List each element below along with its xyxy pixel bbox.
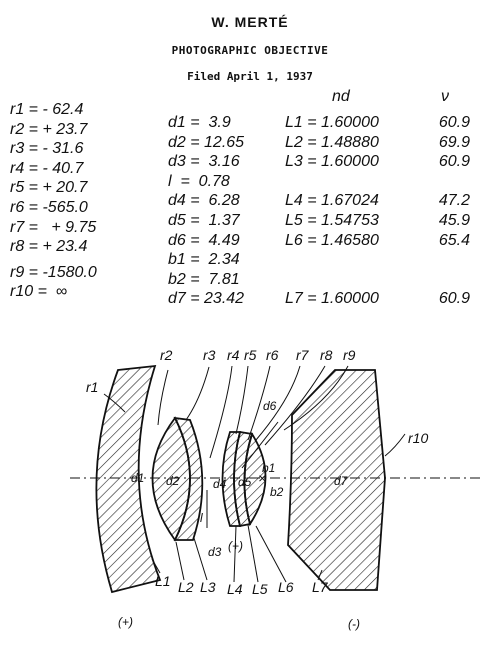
air-gap-label-1: l xyxy=(200,511,203,525)
surface-label-5: r5 xyxy=(244,347,257,363)
thickness-row-3: d3 = 3.16 xyxy=(168,153,240,171)
surface-label-2: r2 xyxy=(160,347,173,363)
thickness-row-8: b1 = 2.34 xyxy=(168,251,240,269)
lens-cross-section-diagram xyxy=(0,330,500,652)
lens-L1 xyxy=(96,366,160,592)
lens-label-3: L3 xyxy=(200,579,216,595)
glass-row-5: L4 = 1.67024 xyxy=(285,192,379,210)
thickness-row-7: d6 = 4.49 xyxy=(168,231,240,249)
radius-row-4: r4 = - 40.7 xyxy=(10,159,84,177)
abbe-column xyxy=(430,113,470,309)
surface-label-4: r4 xyxy=(227,347,240,363)
thickness-row-4: l = 0.78 xyxy=(168,172,230,190)
document-title: PHOTOGRAPHIC OBJECTIVE xyxy=(171,44,329,57)
power-sign-label-2: (+) xyxy=(228,539,243,553)
power-sign-label-1: (+) xyxy=(118,615,133,629)
radius-row-3: r3 = - 31.6 xyxy=(10,140,84,158)
surface-label-10: r10 xyxy=(408,430,429,446)
lens-label-2: L2 xyxy=(178,579,194,595)
abbe-row-6: 45.9 xyxy=(438,211,470,229)
abbe-row-4 xyxy=(430,172,470,192)
abbe-row-5: 47.2 xyxy=(438,192,470,210)
surface-label-6: r6 xyxy=(266,347,279,363)
surface-label-1: r1 xyxy=(86,379,99,395)
thickness-label-5: d5 xyxy=(238,475,252,489)
thickness-column xyxy=(168,113,244,309)
filing-date: Filed April 1, 1937 xyxy=(187,70,313,83)
power-sign-label-3: (-) xyxy=(348,617,360,631)
glass-row-1: L1 = 1.60000 xyxy=(285,114,379,131)
glass-row-9 xyxy=(285,270,379,290)
radius-row-9: r9 = -1580.0 xyxy=(10,263,97,281)
radius-row-2: r2 = + 23.7 xyxy=(10,120,88,138)
lens-label-5: L5 xyxy=(252,581,268,597)
glass-row-10: L7 = 1.60000 xyxy=(285,290,379,308)
glass-row-8 xyxy=(285,250,379,270)
radius-row-5: r5 = + 20.7 xyxy=(10,179,88,197)
abbe-row-8 xyxy=(430,250,470,270)
abbe-row-2: 69.9 xyxy=(438,133,470,151)
abbe-row-9 xyxy=(430,270,470,290)
glass-index-column xyxy=(285,113,379,309)
thickness-label-7: d7 xyxy=(334,474,348,488)
lens-label-1: L1 xyxy=(155,573,171,589)
lens-label-7: L7 xyxy=(312,579,328,595)
lens-label-6: L6 xyxy=(278,579,294,595)
thickness-row-6: d5 = 1.37 xyxy=(168,211,240,229)
radius-row-10: r10 = ∞ xyxy=(10,283,68,301)
surface-label-3: r3 xyxy=(203,347,216,363)
thickness-row-1: d1 = 3.9 xyxy=(168,114,231,131)
abbe-row-3: 60.9 xyxy=(438,153,470,171)
refractive-index-header: nd xyxy=(332,88,350,105)
radius-row-1: r1 = - 62.4 xyxy=(10,101,84,118)
thickness-label-6: d6 xyxy=(263,399,277,413)
radius-row-7: r7 = + 9.75 xyxy=(10,218,97,236)
air-gap-label-3: b2 xyxy=(270,485,284,499)
thickness-label-1: d1 xyxy=(131,471,145,485)
surface-label-8: r8 xyxy=(320,347,333,363)
abbe-row-10: 60.9 xyxy=(438,290,470,308)
stop-mark: × xyxy=(258,470,267,486)
thickness-label-4: d4 xyxy=(213,477,227,491)
thickness-row-2: d2 = 12.65 xyxy=(168,133,245,151)
air-gap-label-2: b1 xyxy=(262,461,276,475)
thickness-label-3: d3 xyxy=(208,545,222,559)
glass-row-4 xyxy=(285,172,379,192)
glass-row-7: L6 = 1.46580 xyxy=(285,231,379,249)
glass-row-2: L2 = 1.48880 xyxy=(285,133,379,151)
thickness-row-10: d7 = 23.42 xyxy=(168,290,245,308)
abbe-row-1: 60.9 xyxy=(438,114,470,131)
thickness-label-2: d2 xyxy=(166,474,180,488)
glass-row-6: L5 = 1.54753 xyxy=(285,211,379,229)
surface-label-9: r9 xyxy=(343,347,356,363)
surface-label-7: r7 xyxy=(296,347,309,363)
abbe-number-header: ν xyxy=(441,88,449,105)
lens-label-4: L4 xyxy=(227,581,243,597)
radius-row-8: r8 = + 23.4 xyxy=(10,238,88,256)
radii-column xyxy=(10,100,97,302)
thickness-row-9: b2 = 7.81 xyxy=(168,270,240,288)
radius-row-6: r6 = -565.0 xyxy=(10,198,88,216)
thickness-row-5: d4 = 6.28 xyxy=(168,192,240,210)
glass-row-3: L3 = 1.60000 xyxy=(285,153,379,171)
abbe-row-7: 65.4 xyxy=(438,231,470,249)
inventor-name: W. MERTÉ xyxy=(211,14,289,30)
